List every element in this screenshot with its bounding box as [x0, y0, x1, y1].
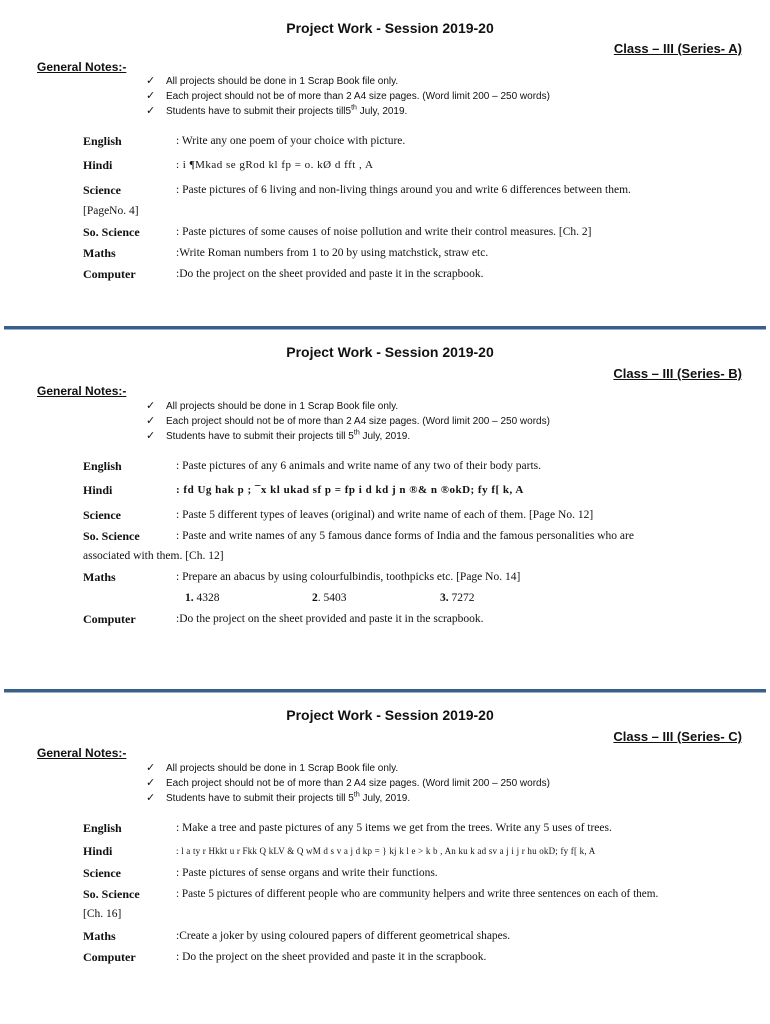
abacus-value: 4328 [193, 592, 220, 604]
note-superscript: th [351, 104, 357, 112]
abacus-item [185, 592, 220, 604]
checkmark-icon: ✓ [146, 762, 156, 774]
social-science-task: : Paste and write names of any 5 famous dance forms of India and the famous personalities who are [176, 530, 634, 542]
note-text: Students have to submit their projects till 5 [166, 793, 354, 804]
general-notes-label: General Notes:- [37, 60, 127, 74]
english-task: : Paste pictures of any 6 animals and write name of any two of their body parts. [176, 460, 542, 472]
abacus-item [440, 592, 475, 604]
english-task: : Make a tree and paste pictures of any 5 items we get from the trees. Write any 5 uses of trees. [176, 822, 612, 834]
checkmark-icon: ✓ [146, 75, 156, 87]
social-science-task: : Paste 5 pictures of different people who are community helpers and write three sentences on each of them. [176, 888, 659, 900]
subject-science: Science [83, 508, 121, 522]
social-science-reference: [Ch. 16] [83, 908, 122, 920]
hindi-task: : l a ty r Hkkt u r Fkk Q kLV & Q wM d s v a j d kp = } kj k l e > k b , An ku k ad sv a j i j r hu okD; fy f[ k, A [176, 846, 596, 856]
section-title: Project Work - Session 2019-20 [286, 20, 494, 36]
social-science-task-continued: associated with them. [Ch. 12] [83, 550, 224, 562]
maths-task: : Prepare an abacus by using colourfulbindis, toothpicks etc. [Page No. 14] [176, 571, 521, 583]
abacus-item [312, 592, 347, 604]
checkmark-icon: ✓ [146, 105, 156, 117]
subject-social-science: So. Science [83, 529, 140, 543]
note-superscript: th [353, 791, 360, 799]
computer-task: :Do the project on the sheet provided and paste it in the scrapbook. [176, 613, 484, 625]
computer-task: :Do the project on the sheet provided and paste it in the scrapbook. [176, 268, 484, 280]
class-series: Class – III (Series- A) [613, 41, 742, 56]
class-series: Class – III (Series- C) [613, 729, 742, 744]
computer-task: : Do the project on the sheet provided and paste it in the scrapbook. [176, 951, 487, 963]
english-task: : Write any one poem of your choice with picture. [176, 135, 406, 147]
general-notes-label: General Notes:- [37, 746, 127, 760]
general-notes-label: General Notes:- [37, 384, 127, 398]
note-item [146, 74, 398, 87]
section-title: Project Work - Session 2019-20 [286, 707, 494, 723]
note-text: All projects should be done in 1 Scrap Book file only. [166, 763, 399, 774]
note-item [146, 776, 550, 789]
section-divider [4, 326, 766, 330]
abacus-value: 7272 [448, 592, 475, 604]
note-item [146, 429, 410, 442]
maths-task: :Write Roman numbers from 1 to 20 by using matchstick, straw etc. [176, 247, 489, 259]
note-item [146, 399, 398, 412]
abacus-value: . 5403 [317, 592, 347, 604]
subject-social-science: So. Science [83, 225, 140, 239]
note-item [146, 89, 550, 102]
note-text: Students have to submit their projects till 5 [166, 431, 354, 442]
science-reference: [PageNo. 4] [83, 205, 139, 217]
checkmark-icon: ✓ [146, 777, 156, 789]
checkmark-icon: ✓ [146, 90, 156, 102]
note-text-end: July, 2019. [356, 106, 408, 117]
science-task: : Paste 5 different types of leaves (original) and write name of each of them. [Page No. 12] [176, 509, 594, 521]
note-text: All projects should be done in 1 Scrap Book file only. [166, 401, 399, 412]
subject-english: English [83, 134, 122, 148]
abacus-number: 1. [185, 592, 194, 604]
note-text-end: July, 2019. [359, 793, 411, 804]
note-text: Each project should not be of more than 2 A4 size pages. (Word limit 200 – 250 words) [166, 91, 550, 102]
note-item [146, 414, 550, 427]
note-text: Each project should not be of more than 2 A4 size pages. (Word limit 200 – 250 words) [166, 416, 550, 427]
subject-hindi: Hindi [83, 158, 113, 172]
social-science-task: : Paste pictures of some causes of noise pollution and write their control measures. [Ch. 2] [176, 226, 592, 238]
hindi-task: : fd Ug hak p ; ¯x kl ukad sf p = fp i d kd j n ®& n ®okD; fy f[ k, A [176, 484, 524, 496]
subject-computer: Computer [83, 267, 136, 281]
subject-science: Science [83, 866, 121, 880]
maths-task: :Create a joker by using coloured papers of different geometrical shapes. [176, 930, 511, 942]
subject-maths: Maths [83, 929, 116, 943]
subject-social-science: So. Science [83, 887, 140, 901]
note-item [146, 791, 410, 804]
subject-science: Science [83, 183, 121, 197]
note-item [146, 104, 407, 117]
subject-english: English [83, 459, 122, 473]
note-item [146, 761, 398, 774]
checkmark-icon: ✓ [146, 415, 156, 427]
note-superscript: th [353, 429, 360, 437]
subject-english: English [83, 821, 122, 835]
checkmark-icon: ✓ [146, 400, 156, 412]
subject-maths: Maths [83, 570, 116, 584]
hindi-task: : i ¶Mkad se gRod kl fp = o. kØ d fft , A [176, 159, 374, 171]
checkmark-icon: ✓ [146, 792, 156, 804]
checkmark-icon: ✓ [146, 430, 156, 442]
subject-hindi: Hindi [83, 844, 113, 858]
class-series: Class – III (Series- B) [613, 366, 742, 381]
note-text: Each project should not be of more than 2 A4 size pages. (Word limit 200 – 250 words) [166, 778, 550, 789]
subject-maths: Maths [83, 246, 116, 260]
science-task: : Paste pictures of 6 living and non-living things around you and write 6 differences between them. [176, 184, 631, 196]
note-text: All projects should be done in 1 Scrap Book file only. [166, 76, 399, 87]
note-text-end: July, 2019. [359, 431, 411, 442]
section-divider [4, 689, 766, 693]
science-task: : Paste pictures of sense organs and write their functions. [176, 867, 438, 879]
section-title: Project Work - Session 2019-20 [286, 344, 494, 360]
abacus-number: 2 [312, 592, 318, 604]
subject-computer: Computer [83, 950, 136, 964]
note-text: Students have to submit their projects till5 [166, 106, 352, 117]
abacus-number: 3. [440, 592, 449, 604]
subject-hindi: Hindi [83, 483, 113, 497]
subject-computer: Computer [83, 612, 136, 626]
